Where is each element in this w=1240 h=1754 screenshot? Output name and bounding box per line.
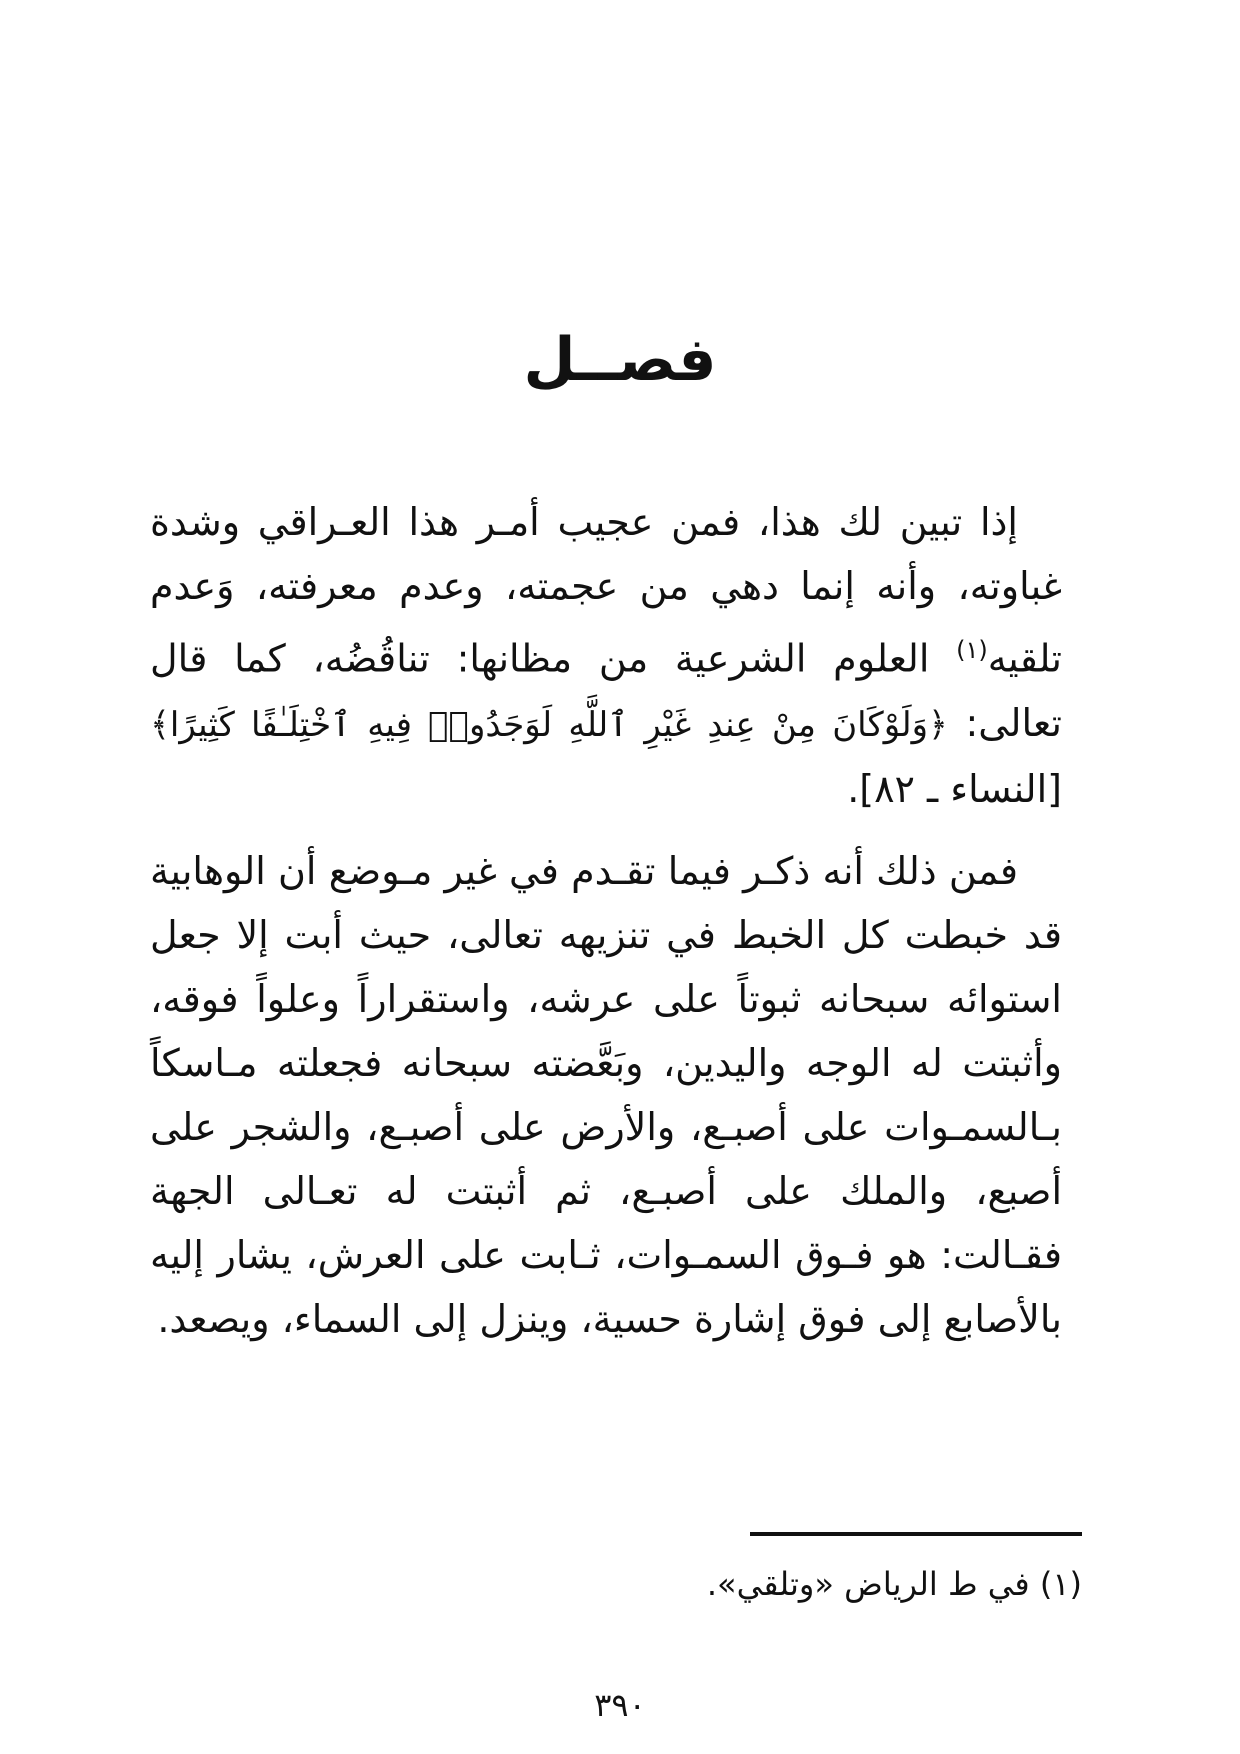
- paragraph-2: فمن ذلك أنه ذكـر فيما تقـدم في غير مـوضع أن الوهابية قد خبطت كل الخبط في تنزيهه تعالى، حيث أبت إلا جعل استوائه سبحانه ثبوتاً على عرشه، واستقراراً وعلواً فوقه، وأثبتت له الوجه واليدين، وبَعَّضته سبحانه فجعلته مـاسكاً بـالسمـوات على أصبـع، والأرض على أصبـع، والشجر على أصبع، والملك على أصبـع، ثم أثبتت له تعـالى الجهة فقـالت: هو فـوق السمـوات، ثـابت على العرش، يشار إليه بالأصابع إلى فوق إشارة حسية، وينزل إلى السماء، ويصعد.: [150, 848, 1062, 1341]
- page-number: ٣٩٠: [594, 1686, 646, 1724]
- body-text: [150, 490, 1062, 1351]
- section-heading: فصــل: [523, 325, 717, 395]
- paragraph-1: [150, 490, 1062, 821]
- footnote-divider: [750, 1532, 1082, 1536]
- quran-quotation: ﴿وَلَوْكَانَ مِنْ عِندِ غَيْرِ ٱللَّهِ لَوَجَدُوا۟ فِيهِ ٱخْتِلَـٰفًا كَثِيرًا﴾: [150, 704, 948, 745]
- paragraph-1-text-b: العلوم الشرعية من مظانها: تناقُضُه، كما قال تعالى:: [150, 636, 1062, 745]
- footnote: (١) في ط الرياض «وتلقي».: [706, 1565, 1082, 1603]
- paragraph-1-text-a: إذا تبين لك هذا، فمن عجيب أمـر هذا العـراقي وشدة غباوته، وأنه إنما دهي من عجمته، وعدم معرفته، وَعدم تلقيه: [150, 500, 1062, 681]
- quran-reference: [النساء ـ ٨٢].: [847, 766, 1062, 811]
- footnote-reference: (١): [956, 636, 988, 664]
